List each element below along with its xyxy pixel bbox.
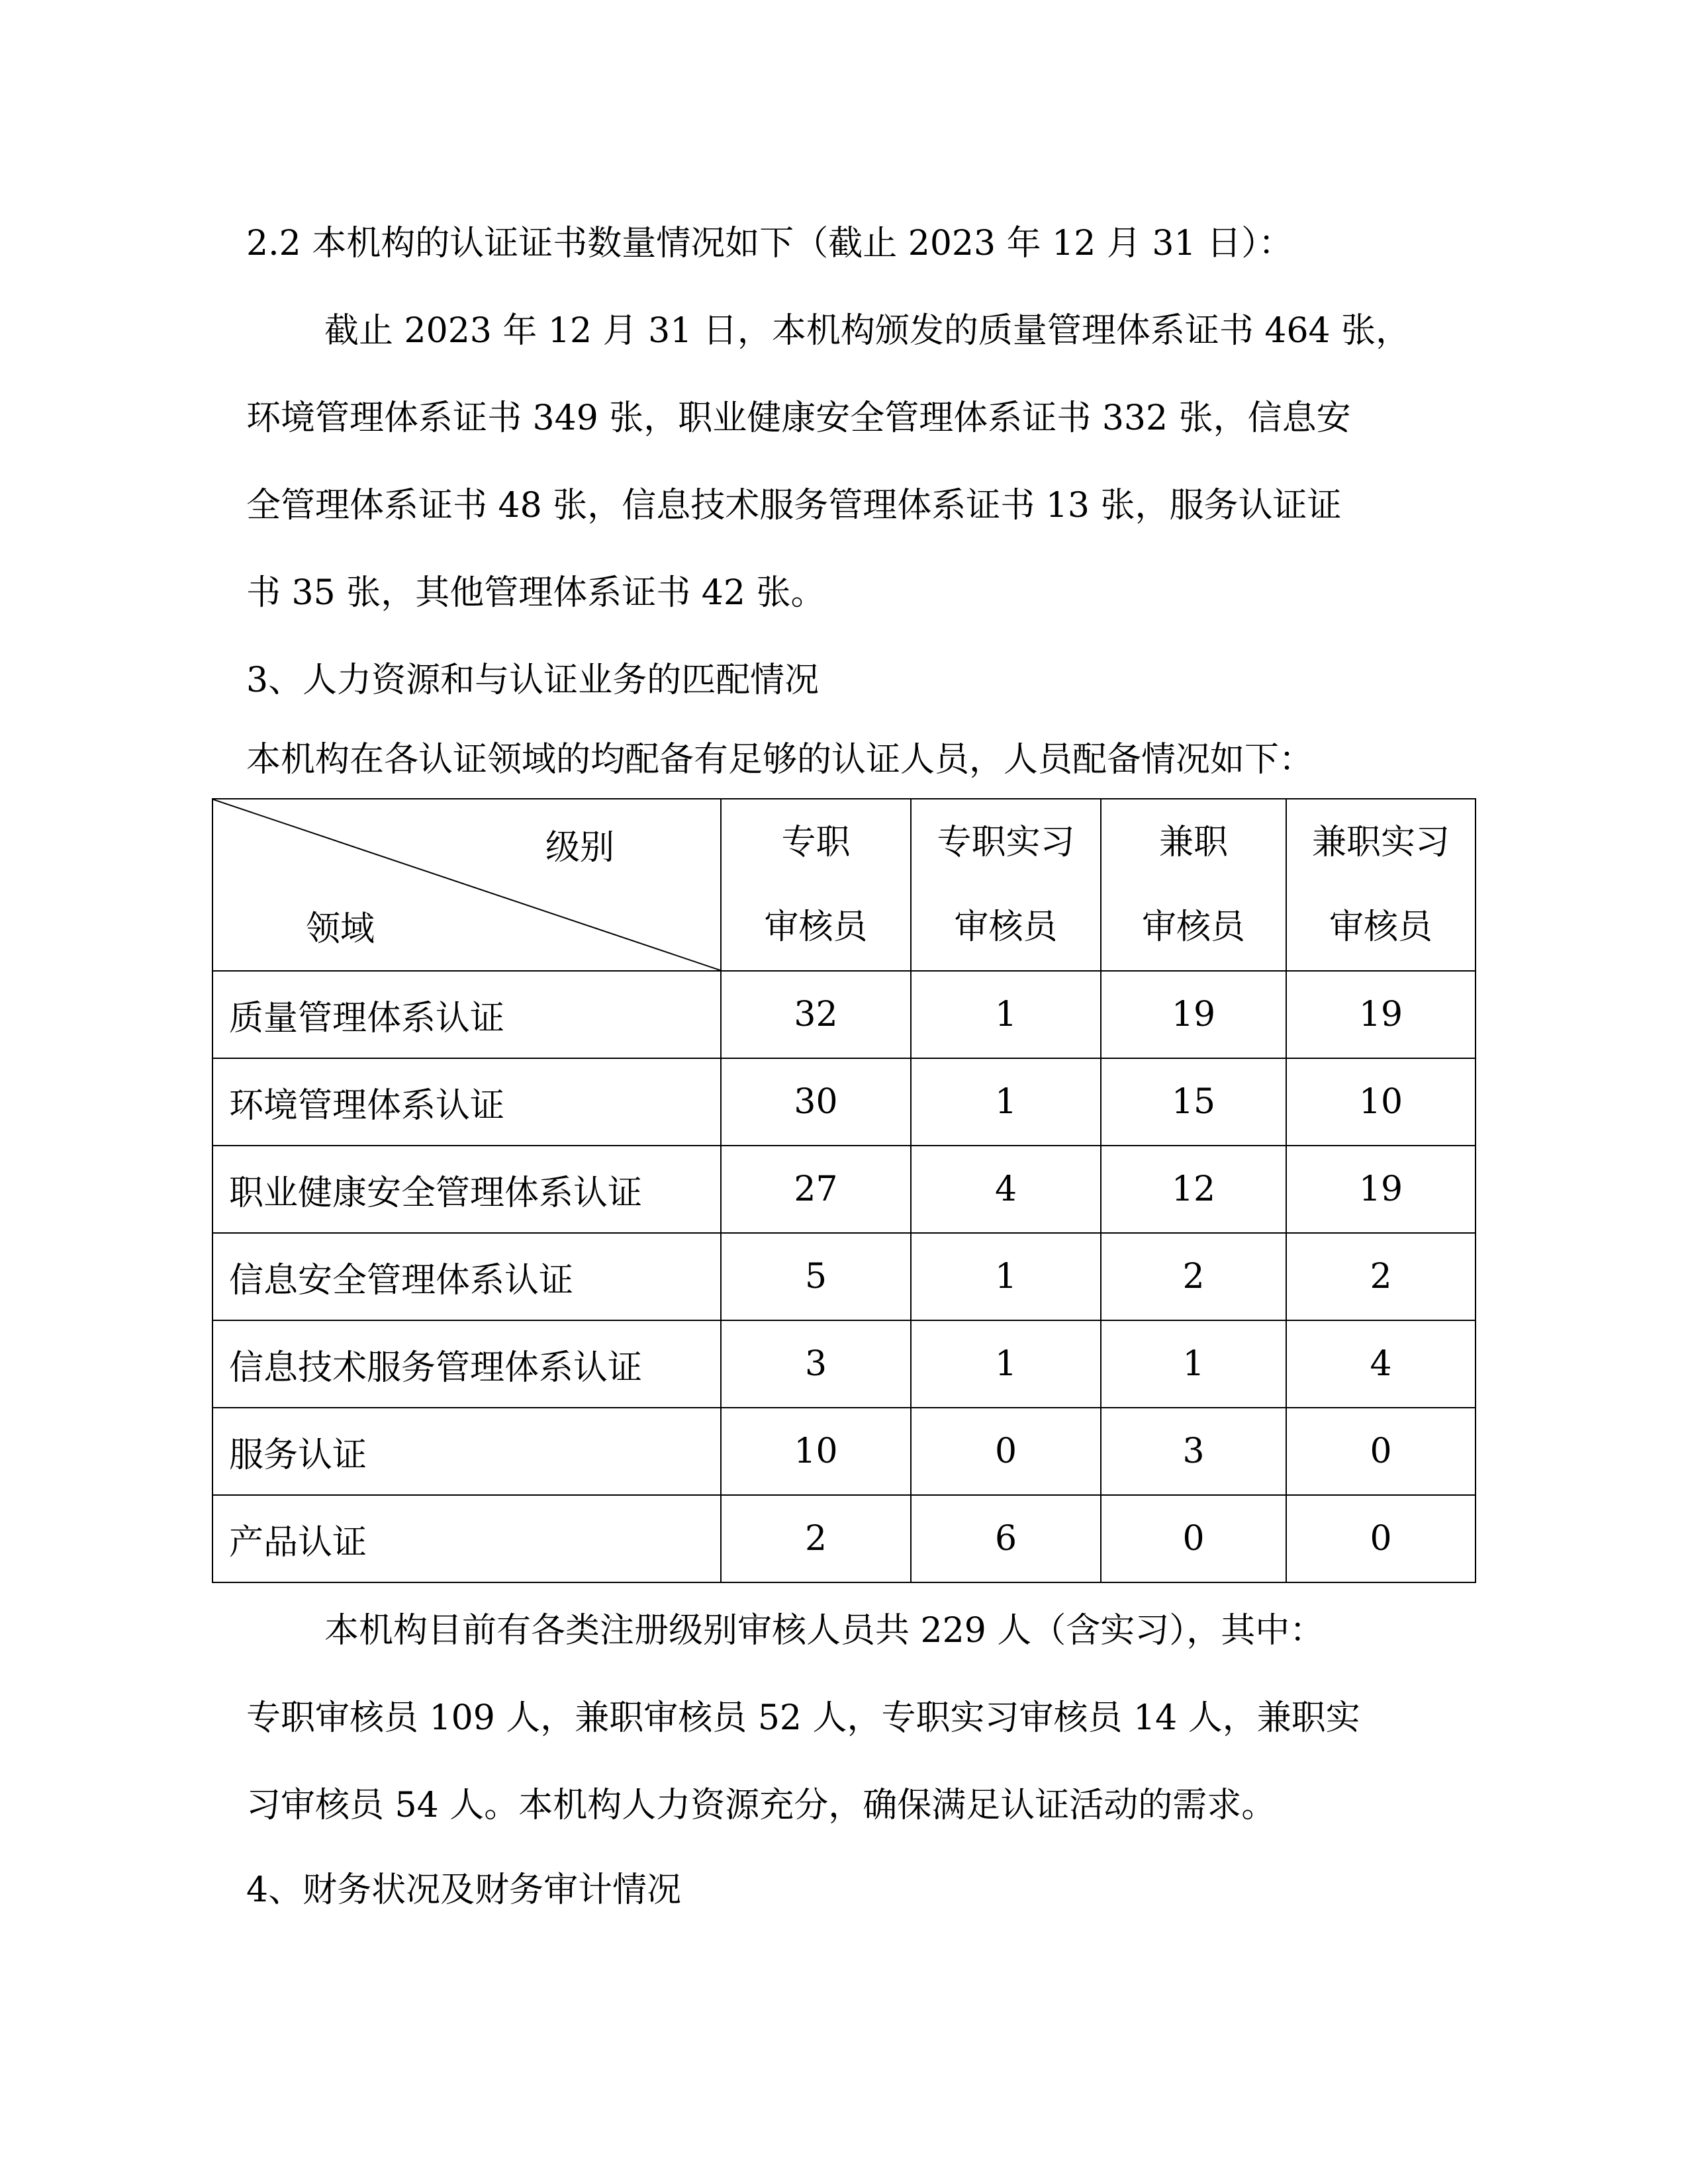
value-cell: 1	[911, 1233, 1101, 1320]
column-header-line2: 审核员	[954, 907, 1058, 947]
table-row	[212, 971, 1476, 1058]
value-cell: 5	[721, 1233, 911, 1320]
staffing-table	[212, 798, 1476, 1583]
table-row	[212, 1320, 1476, 1408]
paragraph-line: 全管理体系证书 48 张，信息技术服务管理体系证书 13 张，服务认证证	[246, 486, 1342, 525]
paragraph-line: 截止 2023 年 12 月 31 日，本机构颁发的质量管理体系证书 464 张，	[324, 311, 1411, 351]
value-cell: 12	[1101, 1146, 1286, 1233]
column-header	[911, 799, 1101, 971]
value-cell: 0	[1101, 1495, 1286, 1582]
column-header-line1: 专职实习	[937, 823, 1075, 862]
section-2-2-heading: 2.2 本机构的认证证书数量情况如下（截止 2023 年 12 月 31 日）：	[246, 224, 1293, 263]
field-name-cell: 信息技术服务管理体系认证	[212, 1320, 721, 1408]
value-cell: 10	[1286, 1058, 1476, 1146]
column-header-line1: 专职	[781, 823, 851, 862]
value-cell: 15	[1101, 1058, 1286, 1146]
table-row	[212, 1058, 1476, 1146]
value-cell: 0	[911, 1408, 1101, 1495]
value-cell: 6	[911, 1495, 1101, 1582]
value-cell: 2	[1101, 1233, 1286, 1320]
corner-label-field: 领域	[306, 909, 375, 949]
value-cell: 0	[1286, 1408, 1476, 1495]
value-cell: 3	[1101, 1408, 1286, 1495]
value-cell: 3	[721, 1320, 911, 1408]
column-header-line1: 兼职实习	[1311, 823, 1450, 862]
value-cell: 1	[911, 1058, 1101, 1146]
table-header-row	[212, 799, 1476, 971]
value-cell: 10	[721, 1408, 911, 1495]
diagonal-divider	[213, 799, 720, 970]
corner-label-level: 级别	[545, 828, 614, 868]
section-4-heading: 4、财务状况及财务审计情况	[246, 1870, 682, 1910]
value-cell: 19	[1286, 971, 1476, 1058]
value-cell: 0	[1286, 1495, 1476, 1582]
field-name-cell: 环境管理体系认证	[212, 1058, 721, 1146]
table-row	[212, 1408, 1476, 1495]
paragraph-line: 环境管理体系证书 349 张，职业健康安全管理体系证书 332 张，信息安	[246, 398, 1351, 438]
field-name-cell: 职业健康安全管理体系认证	[212, 1146, 721, 1233]
column-header-line1: 兼职	[1158, 823, 1228, 862]
section-3-intro: 本机构在各认证领域的均配备有足够的认证人员，人员配备情况如下：	[246, 740, 1314, 780]
table-row	[212, 1495, 1476, 1582]
value-cell: 4	[911, 1146, 1101, 1233]
column-header	[1286, 799, 1476, 971]
value-cell: 2	[721, 1495, 911, 1582]
summary-line: 专职审核员 109 人，兼职审核员 52 人，专职实习审核员 14 人，兼职实	[246, 1698, 1360, 1738]
field-name-cell: 信息安全管理体系认证	[212, 1233, 721, 1320]
value-cell: 32	[721, 971, 911, 1058]
value-cell: 27	[721, 1146, 911, 1233]
column-header	[1101, 799, 1286, 971]
field-name-cell: 质量管理体系认证	[212, 971, 721, 1058]
table-row	[212, 1146, 1476, 1233]
summary-line: 习审核员 54 人。本机构人力资源充分，确保满足认证活动的需求。	[246, 1786, 1276, 1825]
field-name-cell: 服务认证	[212, 1408, 721, 1495]
table-corner-cell	[212, 799, 721, 971]
value-cell: 4	[1286, 1320, 1476, 1408]
column-header-line2: 审核员	[1141, 907, 1245, 947]
paragraph-line: 书 35 张，其他管理体系证书 42 张。	[246, 573, 825, 613]
value-cell: 1	[1101, 1320, 1286, 1408]
summary-line: 本机构目前有各类注册级别审核人员共 229 人（含实习），其中：	[324, 1611, 1325, 1651]
value-cell: 30	[721, 1058, 911, 1146]
value-cell: 2	[1286, 1233, 1476, 1320]
value-cell: 19	[1286, 1146, 1476, 1233]
column-header	[721, 799, 911, 971]
value-cell: 19	[1101, 971, 1286, 1058]
table-row	[212, 1233, 1476, 1320]
section-3-heading: 3、人力资源和与认证业务的匹配情况	[246, 660, 820, 700]
column-header-line2: 审核员	[1329, 907, 1432, 947]
column-header-line2: 审核员	[764, 907, 868, 947]
value-cell: 1	[911, 971, 1101, 1058]
field-name-cell: 产品认证	[212, 1495, 721, 1582]
value-cell: 1	[911, 1320, 1101, 1408]
